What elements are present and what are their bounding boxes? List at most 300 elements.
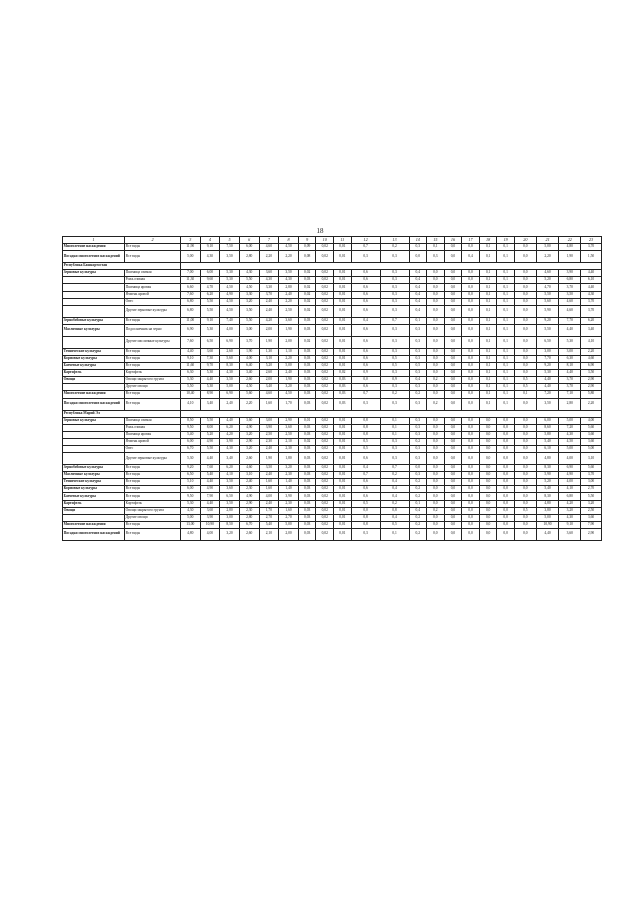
value-cell: 3,20 <box>239 431 259 438</box>
value-cell: 0,3 <box>380 398 409 410</box>
value-cell: 0,1 <box>497 324 515 336</box>
crop-type-cell: Ячмень яровой <box>125 438 181 445</box>
value-cell: 0,6 <box>351 355 380 362</box>
value-cell: 5,00 <box>536 244 559 251</box>
value-cell: 8,60 <box>536 424 559 431</box>
value-cell: 0,0 <box>427 431 445 438</box>
value-cell: 0,03 <box>298 317 316 324</box>
value-cell: 0,01 <box>334 324 352 336</box>
column-header: 3 <box>180 237 200 244</box>
value-cell: 1,40 <box>279 479 299 486</box>
value-cell: 0,02 <box>298 298 316 305</box>
value-cell: 4,50 <box>559 438 581 445</box>
value-cell: 3,90 <box>200 514 220 521</box>
value-cell: 4,00 <box>559 479 581 486</box>
value-cell: 2,50 <box>259 431 279 438</box>
value-cell: 10,90 <box>536 521 559 528</box>
value-cell: 0,0 <box>497 424 515 431</box>
crop-group-cell: Овощи <box>63 377 125 384</box>
crop-group-cell: Зернобобовые культуры <box>63 317 125 324</box>
value-cell: 2,70 <box>581 486 602 493</box>
value-cell: 0,8 <box>351 417 380 424</box>
value-cell: 0,03 <box>298 398 316 410</box>
value-cell: 0,03 <box>298 355 316 362</box>
value-cell: 0,0 <box>497 479 515 486</box>
value-cell: 0,3 <box>409 336 427 348</box>
value-cell: 0,1 <box>479 363 497 370</box>
crop-type-cell: Ячмень яровой <box>125 291 181 298</box>
value-cell: 1,90 <box>239 348 259 355</box>
value-cell: 5,30 <box>220 270 240 277</box>
crop-group-cell <box>63 453 125 465</box>
value-cell: 0,1 <box>497 370 515 377</box>
value-cell: 5,30 <box>180 377 200 384</box>
crop-group-cell <box>63 514 125 521</box>
value-cell: 4,40 <box>200 479 220 486</box>
value-cell: 5,40 <box>536 438 559 445</box>
value-cell: 0,0 <box>497 507 515 514</box>
table-row <box>63 336 602 348</box>
value-cell: 2,00 <box>259 324 279 336</box>
value-cell: 0,0 <box>444 298 462 305</box>
value-cell: 0,0 <box>462 486 480 493</box>
value-cell: 0,5 <box>351 500 380 507</box>
value-cell: 0,0 <box>514 424 536 431</box>
value-cell: 0,6 <box>351 486 380 493</box>
value-cell: 4,90 <box>200 438 220 445</box>
value-cell: 2,80 <box>279 284 299 291</box>
value-cell: 2,40 <box>220 398 240 410</box>
value-cell: 0,0 <box>462 284 480 291</box>
crop-type-cell: Овес <box>125 298 181 305</box>
value-cell: 4,90 <box>200 486 220 493</box>
value-cell: 0,1 <box>380 528 409 540</box>
value-cell: 8,50 <box>220 521 240 528</box>
value-cell: 2,50 <box>581 507 602 514</box>
value-cell: 9,10 <box>200 317 220 324</box>
value-cell: 5,40 <box>200 472 220 479</box>
value-cell: 0,3 <box>380 305 409 317</box>
value-cell: 6,60 <box>180 284 200 291</box>
table-row <box>63 391 602 398</box>
value-cell: 3,60 <box>581 514 602 521</box>
value-cell: 5,20 <box>259 363 279 370</box>
value-cell: 0,6 <box>351 298 380 305</box>
value-cell: 0,3 <box>409 453 427 465</box>
value-cell: 3,60 <box>559 528 581 540</box>
value-cell: 5,40 <box>180 431 200 438</box>
value-cell: 5,40 <box>259 521 279 528</box>
value-cell: 0,6 <box>351 336 380 348</box>
value-cell: 3,20 <box>559 507 581 514</box>
value-cell: 0,3 <box>380 298 409 305</box>
value-cell: 3,60 <box>279 317 299 324</box>
value-cell: 0,03 <box>298 431 316 438</box>
value-cell: 1,60 <box>259 398 279 410</box>
value-cell: 0,0 <box>514 486 536 493</box>
value-cell: 5,50 <box>581 493 602 500</box>
value-cell: 6,70 <box>180 445 200 452</box>
value-cell: 5,00 <box>279 521 299 528</box>
value-cell: 0,0 <box>479 479 497 486</box>
value-cell: 9,20 <box>536 363 559 370</box>
table-row <box>63 417 602 424</box>
value-cell: 7,90 <box>581 521 602 528</box>
value-cell: 2,20 <box>239 398 259 410</box>
value-cell: 0,02 <box>316 465 334 472</box>
value-cell: 0,01 <box>334 507 352 514</box>
value-cell: 1,90 <box>259 453 279 465</box>
table-row <box>63 445 602 452</box>
value-cell: 2,90 <box>239 500 259 507</box>
value-cell: 0,0 <box>444 348 462 355</box>
value-cell: 0,0 <box>462 514 480 521</box>
table-row <box>63 355 602 362</box>
value-cell: 5,50 <box>239 317 259 324</box>
value-cell: 1,50 <box>581 251 602 263</box>
value-cell: 2,40 <box>279 291 299 298</box>
value-cell: 0,0 <box>514 472 536 479</box>
crop-group-cell: Масличные культуры <box>63 472 125 479</box>
value-cell: 0,1 <box>497 377 515 384</box>
value-cell: 0,0 <box>514 521 536 528</box>
value-cell: 0,0 <box>514 479 536 486</box>
value-cell: 5,60 <box>220 355 240 362</box>
value-cell: 0,1 <box>479 391 497 398</box>
value-cell: 0,1 <box>497 348 515 355</box>
value-cell: 4,40 <box>536 384 559 391</box>
value-cell: 0,2 <box>380 472 409 479</box>
value-cell: 3,00 <box>239 324 259 336</box>
value-cell: 0,3 <box>409 244 427 251</box>
value-cell: 3,70 <box>259 291 279 298</box>
value-cell: 0,1 <box>514 391 536 398</box>
value-cell: 0,0 <box>462 377 480 384</box>
value-cell: 4,80 <box>536 453 559 465</box>
value-cell: 0,01 <box>334 417 352 424</box>
value-cell: 4,70 <box>536 284 559 291</box>
table-row <box>63 305 602 317</box>
value-cell: 2,80 <box>239 514 259 521</box>
value-cell: 5,30 <box>200 324 220 336</box>
value-cell: 0,3 <box>351 528 380 540</box>
column-header: 1 <box>63 237 125 244</box>
column-header: 5 <box>220 237 240 244</box>
value-cell: 4,20 <box>259 317 279 324</box>
value-cell: 3,60 <box>220 486 240 493</box>
value-cell: 0,5 <box>514 384 536 391</box>
value-cell: 0,4 <box>409 298 427 305</box>
value-cell: 0,03 <box>334 377 352 384</box>
table-row <box>63 284 602 291</box>
value-cell: 0,01 <box>334 355 352 362</box>
value-cell: 3,10 <box>259 355 279 362</box>
value-cell: 4,50 <box>239 284 259 291</box>
value-cell: 0,02 <box>316 348 334 355</box>
value-cell: 0,0 <box>462 291 480 298</box>
value-cell: 4,30 <box>559 514 581 521</box>
value-cell: 8,30 <box>536 465 559 472</box>
value-cell: 3,50 <box>220 500 240 507</box>
value-cell: 0,0 <box>444 507 462 514</box>
value-cell: 2,00 <box>259 377 279 384</box>
value-cell: 0,9 <box>380 377 409 384</box>
crop-type-cell: Все виды <box>125 317 181 324</box>
value-cell: 2,00 <box>279 336 299 348</box>
value-cell: 0,0 <box>462 270 480 277</box>
value-cell: 5,00 <box>180 514 200 521</box>
value-cell: 4,40 <box>559 370 581 377</box>
value-cell: 0,02 <box>316 377 334 384</box>
value-cell: 0,03 <box>298 500 316 507</box>
value-cell: 3,40 <box>581 324 602 336</box>
value-cell: 3,20 <box>581 500 602 507</box>
value-cell: 0,3 <box>409 324 427 336</box>
value-cell: 4,60 <box>536 270 559 277</box>
value-cell: 0,01 <box>334 528 352 540</box>
table-row <box>63 277 602 284</box>
value-cell: 0,0 <box>514 465 536 472</box>
section-title: Республика Марий Эл <box>63 410 181 417</box>
table-row <box>63 317 602 324</box>
value-cell: 5,60 <box>239 391 259 398</box>
value-cell: 0,0 <box>462 324 480 336</box>
value-cell: 6,90 <box>581 363 602 370</box>
value-cell: 0,0 <box>514 445 536 452</box>
crop-type-cell: Все виды <box>125 521 181 528</box>
crop-group-cell: Многолетние насаждения <box>63 521 125 528</box>
value-cell: 3,50 <box>259 465 279 472</box>
value-cell: 9,50 <box>180 424 200 431</box>
crop-type-cell: Пшеница озимая <box>125 417 181 424</box>
value-cell: 2,80 <box>559 398 581 410</box>
value-cell: 3,70 <box>581 472 602 479</box>
table-row <box>63 507 602 514</box>
value-cell: 5,50 <box>239 277 259 284</box>
value-cell: 0,0 <box>427 493 445 500</box>
value-cell: 0,0 <box>427 355 445 362</box>
value-cell: 0,02 <box>298 336 316 348</box>
value-cell: 3,30 <box>259 284 279 291</box>
value-cell: 7,70 <box>559 317 581 324</box>
value-cell: 0,0 <box>514 500 536 507</box>
value-cell: 7,20 <box>559 424 581 431</box>
value-cell: 0,0 <box>497 431 515 438</box>
value-cell: 11,00 <box>180 317 200 324</box>
value-cell: 2,20 <box>581 398 602 410</box>
crop-type-cell: Пшеница озимая <box>125 270 181 277</box>
crop-group-cell <box>63 291 125 298</box>
value-cell: 0,0 <box>497 486 515 493</box>
value-cell: 0,0 <box>444 355 462 362</box>
value-cell: 6,20 <box>220 424 240 431</box>
value-cell: 0,2 <box>409 514 427 521</box>
column-header: 8 <box>279 237 299 244</box>
value-cell: 4,60 <box>559 298 581 305</box>
crop-group-cell <box>63 424 125 431</box>
value-cell: 0,0 <box>479 438 497 445</box>
value-cell: 0,02 <box>316 251 334 263</box>
value-cell: 0,1 <box>497 251 515 263</box>
crop-type-cell: Все виды <box>125 486 181 493</box>
value-cell: 6,80 <box>180 298 200 305</box>
value-cell: 0,1 <box>497 355 515 362</box>
value-cell: 0,1 <box>497 384 515 391</box>
value-cell: 4,10 <box>581 336 602 348</box>
value-cell: 3,50 <box>581 370 602 377</box>
value-cell: 0,01 <box>334 514 352 521</box>
value-cell: 0,0 <box>514 305 536 317</box>
value-cell: 1,70 <box>279 398 299 410</box>
value-cell: 8,00 <box>200 424 220 431</box>
value-cell: 0,0 <box>427 348 445 355</box>
value-cell: 2,30 <box>279 500 299 507</box>
value-cell: 0,1 <box>479 348 497 355</box>
value-cell: 2,90 <box>581 377 602 384</box>
column-header: 11 <box>334 237 352 244</box>
value-cell: 4,00 <box>559 453 581 465</box>
value-cell: 0,02 <box>316 472 334 479</box>
value-cell: 2,30 <box>239 507 259 514</box>
value-cell: 0,02 <box>316 284 334 291</box>
value-cell: 0,02 <box>316 431 334 438</box>
value-cell: 0,1 <box>497 398 515 410</box>
value-cell: 0,03 <box>298 424 316 431</box>
value-cell: 3,40 <box>200 398 220 410</box>
value-cell: 4,40 <box>536 377 559 384</box>
value-cell: 0,0 <box>444 431 462 438</box>
column-header: 9 <box>298 237 316 244</box>
value-cell: 0,02 <box>316 291 334 298</box>
value-cell: 4,40 <box>559 324 581 336</box>
value-cell: 3,60 <box>259 270 279 277</box>
value-cell: 4,30 <box>581 291 602 298</box>
table-row <box>63 514 602 521</box>
crop-type-cell: Другие зерновые культуры <box>125 305 181 317</box>
value-cell: 0,4 <box>351 317 380 324</box>
value-cell: 0,1 <box>479 298 497 305</box>
value-cell: 0,02 <box>316 370 334 377</box>
value-cell: 0,5 <box>380 521 409 528</box>
value-cell: 0,0 <box>462 336 480 348</box>
value-cell: 4,90 <box>239 424 259 431</box>
value-cell: 0,0 <box>444 370 462 377</box>
value-cell: 0,01 <box>334 500 352 507</box>
crop-type-cell: Все виды <box>125 493 181 500</box>
value-cell: 0,01 <box>334 472 352 479</box>
value-cell: 2,30 <box>279 472 299 479</box>
value-cell: 4,10 <box>220 472 240 479</box>
value-cell: 4,80 <box>559 244 581 251</box>
section-row-filler <box>180 410 601 417</box>
value-cell: 0,0 <box>462 445 480 452</box>
value-cell: 5,30 <box>180 453 200 465</box>
value-cell: 0,4 <box>380 493 409 500</box>
value-cell: 3,50 <box>239 305 259 317</box>
value-cell: 2,90 <box>581 528 602 540</box>
table-row <box>63 363 602 370</box>
value-cell: 0,0 <box>479 417 497 424</box>
value-cell: 5,80 <box>581 391 602 398</box>
value-cell: 6,10 <box>536 445 559 452</box>
value-cell: 0,1 <box>380 417 409 424</box>
value-cell: 0,0 <box>444 391 462 398</box>
crop-group-cell: Овощи <box>63 507 125 514</box>
value-cell: 4,30 <box>279 277 299 284</box>
value-cell: 0,0 <box>479 500 497 507</box>
value-cell: 0,0 <box>497 472 515 479</box>
value-cell: 4,00 <box>239 355 259 362</box>
value-cell: 0,0 <box>444 377 462 384</box>
table-row <box>63 486 602 493</box>
value-cell: 3,20 <box>220 528 240 540</box>
value-cell: 0,0 <box>514 417 536 424</box>
value-cell: 3,00 <box>581 479 602 486</box>
value-cell: 0,0 <box>497 528 515 540</box>
value-cell: 4,50 <box>220 305 240 317</box>
value-cell: 0,0 <box>462 317 480 324</box>
value-cell: 11,90 <box>180 244 200 251</box>
value-cell: 3,50 <box>536 398 559 410</box>
section-row-filler <box>180 263 601 270</box>
value-cell: 0,3 <box>409 348 427 355</box>
value-cell: 0,0 <box>444 363 462 370</box>
value-cell: 0,02 <box>316 398 334 410</box>
value-cell: 0,1 <box>479 317 497 324</box>
value-cell: 0,0 <box>444 291 462 298</box>
value-cell: 0,03 <box>298 521 316 528</box>
value-cell: 0,3 <box>409 398 427 410</box>
value-cell: 6,30 <box>180 370 200 377</box>
value-cell: 4,00 <box>581 417 602 424</box>
value-cell: 2,90 <box>581 384 602 391</box>
table-row <box>63 431 602 438</box>
value-cell: 0,0 <box>444 384 462 391</box>
value-cell: 4,60 <box>239 465 259 472</box>
value-cell: 0,3 <box>380 336 409 348</box>
value-cell: 0,02 <box>316 507 334 514</box>
value-cell: 0,1 <box>479 384 497 391</box>
crop-type-cell: Картофель <box>125 370 181 377</box>
value-cell: 2,40 <box>259 445 279 452</box>
value-cell: 0,02 <box>316 391 334 398</box>
value-cell: 0,0 <box>462 424 480 431</box>
crop-type-cell: Все виды <box>125 391 181 398</box>
value-cell: 3,90 <box>259 424 279 431</box>
value-cell: 0,0 <box>444 465 462 472</box>
value-cell: 6,80 <box>559 493 581 500</box>
value-cell: 0,4 <box>351 465 380 472</box>
value-cell: 6,80 <box>180 305 200 317</box>
value-cell: 0,6 <box>351 479 380 486</box>
crop-type-cell: Все виды <box>125 479 181 486</box>
value-cell: 0,0 <box>444 417 462 424</box>
value-cell: 0,0 <box>462 391 480 398</box>
value-cell: 0,0 <box>409 465 427 472</box>
crop-group-cell: Зерновые культуры <box>63 270 125 277</box>
value-cell: 3,50 <box>220 479 240 486</box>
value-cell: 0,0 <box>479 465 497 472</box>
value-cell: 0,0 <box>462 431 480 438</box>
crop-type-cell: Рожь озимая <box>125 424 181 431</box>
crop-group-cell: Картофель <box>63 370 125 377</box>
value-cell: 0,09 <box>298 244 316 251</box>
value-cell: 0,3 <box>380 438 409 445</box>
value-cell: 0,01 <box>334 298 352 305</box>
value-cell: 0,0 <box>444 445 462 452</box>
value-cell: 0,01 <box>334 363 352 370</box>
value-cell: 5,60 <box>581 424 602 431</box>
